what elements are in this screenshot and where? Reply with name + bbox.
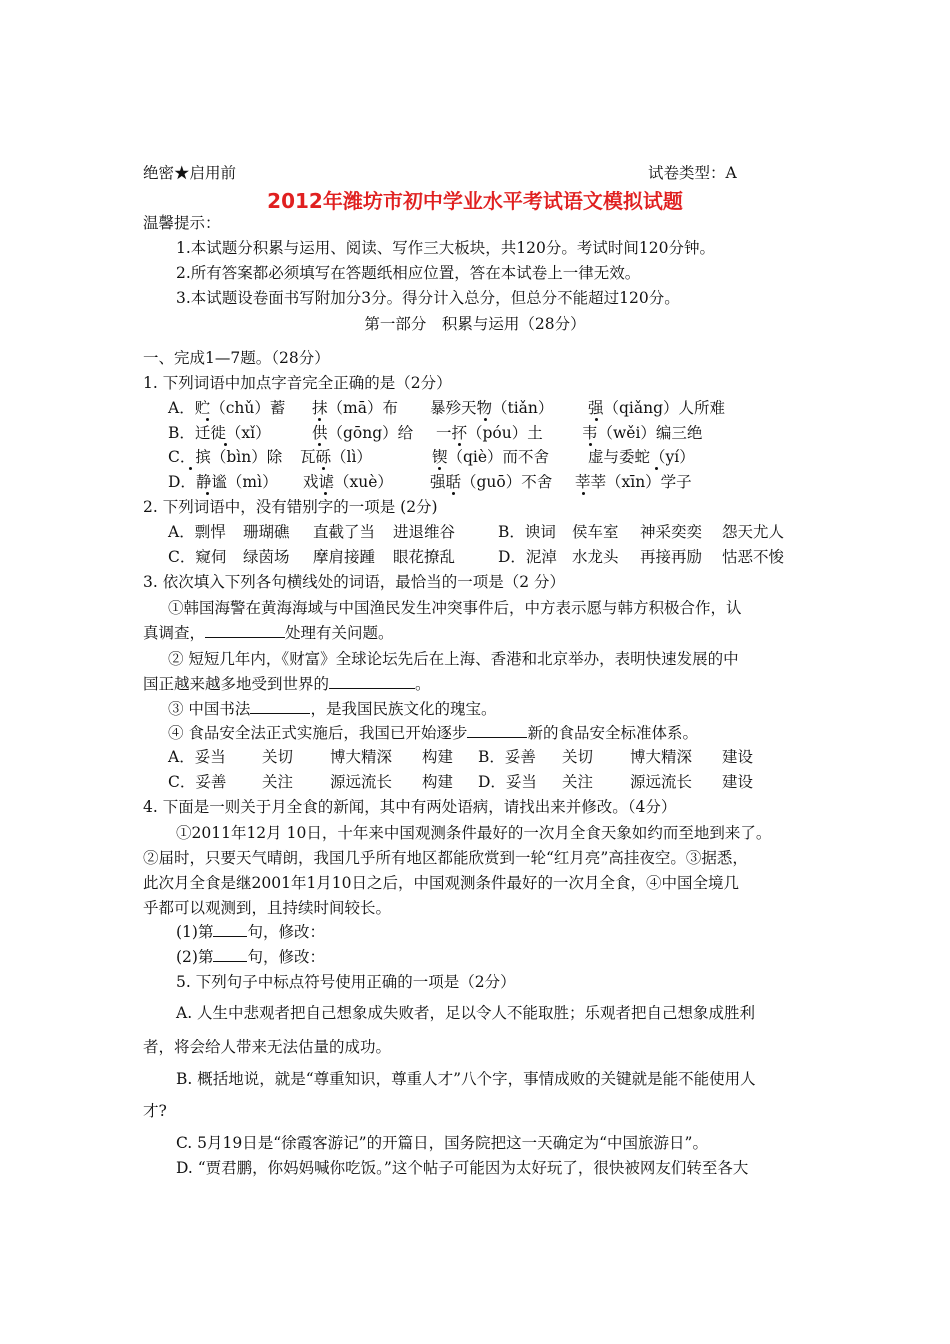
tip-item: 3.本试题设卷面书写附加分3分。得分计入总分，但总分不能超过120分。	[176, 289, 680, 307]
option-cell: 关注	[562, 773, 594, 791]
option-cell: 水龙头	[572, 548, 619, 566]
option-cell: D．妥当	[478, 773, 537, 791]
option-cell: 怙恶不悛	[722, 548, 785, 566]
answer-label: (1)第	[176, 923, 214, 941]
emphasis-dot	[582, 492, 585, 495]
question-1-stem: 1. 下列词语中加点字音完全正确的是（2分）	[143, 374, 452, 392]
option-cell: 源远流长	[630, 773, 693, 791]
question-3-stem: 3. 依次填入下列各句横线处的词语，最恰当的一项是（2 分）	[143, 573, 566, 591]
option-cell: 韦（wěi）编三绝	[582, 424, 703, 442]
news-paragraph: 乎都可以观测到，且持续时间较长。	[143, 899, 392, 917]
option-cell: 供（gōng）给	[312, 424, 414, 442]
sentence-1-line-2	[143, 622, 394, 644]
option-cell: 珊瑚礁	[243, 523, 290, 541]
sentence-3	[168, 698, 496, 720]
answer-label: 句，修改：	[247, 923, 325, 941]
option-cell: 关注	[262, 773, 294, 791]
sentence-1-line-1: ①韩国海警在黄海海域与中国渔民发生冲突事件后，中方表示愿与韩方积极合作，认	[168, 599, 742, 617]
emphasis-dot	[322, 467, 325, 470]
question-2-options-cd	[0, 546, 950, 568]
section-title: 第一部分 积累与运用（28分）	[364, 315, 586, 333]
option-a-line-2: 者，将会给人带来无法估量的成功。	[143, 1038, 392, 1056]
option-b-line-1: B. 概括地说，就是“尊重知识，尊重人才”八个字，事情成败的关键就是能不能使用人	[176, 1070, 756, 1088]
option-cell: 强（qiǎng）人所难	[588, 399, 726, 417]
sentence-2-line-1: ② 短短几年内，《财富》全球论坛先后在上海、香港和北京举办，表明快速发展的中	[168, 650, 739, 668]
question-4-stem: 4. 下面是一则关于月全食的新闻，其中有两处语病，请找出来并修改。（4分）	[143, 798, 677, 816]
option-cell: 神采奕奕	[640, 523, 703, 541]
tip-item: 2.所有答案都必须填写在答题纸相应位置，答在本试卷上一律无效。	[176, 264, 641, 282]
option-cell: A．剽悍	[168, 523, 226, 541]
answer-blank	[467, 723, 527, 738]
sentence-text: 处理有关问题。	[285, 624, 394, 642]
answer-blank	[213, 922, 247, 937]
option-cell: 莘莘（xīn）学子	[575, 473, 692, 491]
part-heading: 一、完成1—7题。（28分）	[143, 349, 330, 367]
option-cell: 虚与委蛇（yí）	[588, 448, 695, 466]
option-cell: 暴殄天物（tiǎn）	[430, 399, 554, 417]
option-cell: 构建	[422, 748, 454, 766]
option-cell: 怨天尤人	[722, 523, 785, 541]
sentence-text: 国正越来越多地受到世界的	[143, 675, 330, 693]
answer-line-2	[176, 946, 325, 968]
option-cell: 源远流长	[330, 773, 393, 791]
answer-line-1	[176, 921, 325, 943]
option-cell: 直截了当	[313, 523, 376, 541]
emphasis-dot	[595, 418, 598, 421]
page-title: 2012年潍坊市初中学业水平考试语文模拟试题	[267, 189, 683, 213]
secret-label: 绝密★启用前	[143, 164, 237, 182]
option-cell: C．妥善	[168, 773, 227, 791]
option-cell: 戏谑（xuè）	[303, 473, 393, 491]
sentence-text: ④ 食品安全法正式实施后，我国已开始逐步	[168, 724, 468, 742]
question-2-options-ab	[0, 521, 950, 543]
option-cell: 关切	[562, 748, 594, 766]
emphasis-dot	[458, 443, 461, 446]
option-cell: 绿茵场	[243, 548, 290, 566]
option-cell: C．窥伺	[168, 548, 227, 566]
option-cell: 侯车室	[572, 523, 619, 541]
sentence-text: 新的食品安全标准体系。	[527, 724, 698, 742]
option-cell: 建设	[722, 748, 754, 766]
sentence-text: 真调查，	[143, 624, 206, 642]
option-cell: 博大精深	[630, 748, 693, 766]
option-cell: C．摈（bìn）除	[168, 448, 283, 466]
emphasis-dot	[318, 443, 321, 446]
option-cell: 瓦砾（lì）	[300, 448, 372, 466]
option-cell: 再接再励	[640, 548, 703, 566]
option-cell: B．谀词	[498, 523, 556, 541]
emphasis-dot	[318, 418, 321, 421]
option-cell: 眼花撩乱	[393, 548, 456, 566]
question-5-stem: 5. 下列句子中标点符号使用正确的一项是（2分）	[176, 973, 516, 991]
option-cell: D．静谧（mì）	[168, 473, 278, 491]
question-3-options-cd	[0, 771, 950, 793]
option-c: C. 5月19日是“徐霞客游记”的开篇日，国务院把这一天确定为“中国旅游日”。	[176, 1134, 708, 1152]
news-paragraph: 此次月全食是继2001年1月10日之后，中国观测条件最好的一次月全食，④中国全境几	[143, 874, 740, 892]
option-cell: 关切	[262, 748, 294, 766]
option-a-line-1: A. 人生中悲观者把自己想象成失败者，足以令人不能取胜；乐观者把自己想象成胜利	[176, 1004, 756, 1022]
emphasis-dot	[224, 443, 227, 446]
option-d-line-1: D. “贾君鹏，你妈妈喊你吃饭。”这个帖子可能因为太好玩了，很快被网友们转至各大	[176, 1159, 749, 1177]
option-cell: A．贮（chǔ）蓄	[168, 399, 286, 417]
sentence-text: ③ 中国书法	[168, 700, 251, 718]
tip-item: 1.本试题分积累与运用、阅读、写作三大板块，共120分。考试时间120分钟。	[176, 239, 715, 257]
option-cell: 一抔（póu）土	[436, 424, 543, 442]
answer-blank	[329, 674, 415, 689]
option-cell: B．迁徙（xǐ）	[168, 424, 271, 442]
option-cell: 摩肩接踵	[313, 548, 376, 566]
answer-blank	[250, 699, 310, 714]
option-b-line-2: 才?	[143, 1102, 167, 1120]
emphasis-dot	[206, 418, 209, 421]
emphasis-dot	[324, 492, 327, 495]
emphasis-dot	[452, 492, 455, 495]
sentence-2-line-2	[143, 673, 431, 695]
emphasis-dot	[484, 418, 487, 421]
emphasis-dot	[438, 467, 441, 470]
sentence-4	[168, 722, 698, 744]
option-cell: B．妥善	[478, 748, 536, 766]
option-cell: 锲（qiè）而不舍	[432, 448, 550, 466]
question-1-option-d	[0, 471, 950, 493]
question-1-option-a	[0, 397, 950, 419]
question-3-options-ab	[0, 746, 950, 768]
emphasis-dot	[655, 467, 658, 470]
emphasis-dot	[189, 467, 192, 470]
answer-blank	[213, 947, 247, 962]
emphasis-dot	[206, 492, 209, 495]
emphasis-dot	[589, 443, 592, 446]
answer-label: (2)第	[176, 948, 214, 966]
tips-heading: 温馨提示：	[143, 214, 221, 232]
option-cell: 建设	[722, 773, 754, 791]
option-cell: 进退维谷	[393, 523, 456, 541]
option-cell: 强聒（guō）不舍	[430, 473, 553, 491]
news-paragraph: ①2011年12月 10日，十年来中国观测条件最好的一次月全食天象如约而至地到来了。	[176, 824, 772, 842]
sentence-text: 。	[415, 675, 431, 693]
option-cell: 抹（mā）布	[312, 399, 398, 417]
option-cell: 博大精深	[330, 748, 393, 766]
question-2-stem: 2. 下列词语中，没有错别字的一项是 (2分)	[143, 498, 438, 516]
question-1-option-b	[0, 422, 950, 444]
option-cell: D．泥淖	[498, 548, 557, 566]
answer-label: 句，修改：	[247, 948, 325, 966]
option-cell: A．妥当	[168, 748, 226, 766]
news-paragraph: ②届时，只要天气晴朗，我国几乎所有地区都能欣赏到一轮“红月亮”高挂夜空。③据悉，	[143, 849, 748, 867]
question-1-option-c	[0, 446, 950, 468]
paper-type: 试卷类型：A	[648, 164, 737, 182]
sentence-text: ，是我国民族文化的瑰宝。	[310, 700, 497, 718]
answer-blank	[205, 623, 285, 638]
option-cell: 构建	[422, 773, 454, 791]
